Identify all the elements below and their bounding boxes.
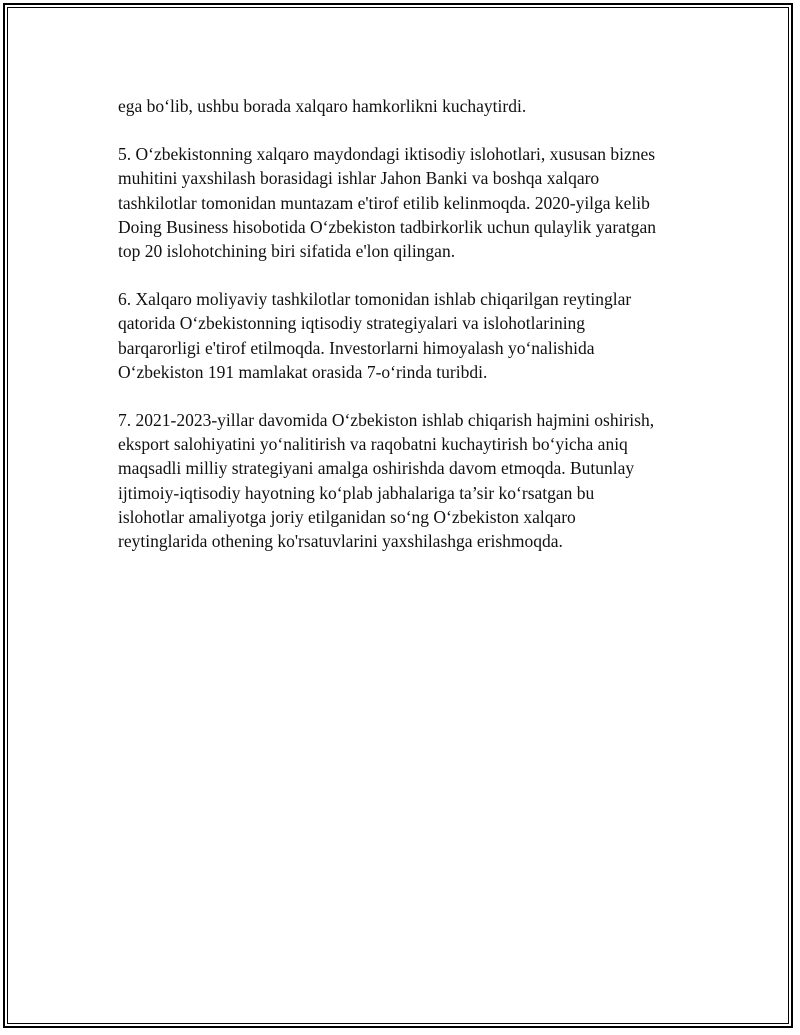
document-body	[118, 94, 718, 577]
document-page	[3, 3, 793, 1028]
paragraph-5: 5. O‘zbekistonning xalqaro maydondagi iktisodiy islohotlari, xususan biznes muhitini yaxshilash borasidagi ishlar Jahon Banki va boshqa xalqaro tashkilotlar tomonidan muntazam e'tirof etilib kelinmoqda. 2020-yilga kelib Doing Business hisobotida O‘zbekiston tadbirkorlik uchun qulaylik yaratgan top 20 islohotchining biri sifatida e'lon qilingan.	[118, 144, 657, 262]
paragraph-continuation: ega bo‘lib, ushbu borada xalqaro hamkorlikni kuchaytirdi.	[118, 96, 527, 116]
paragraph-7: 7. 2021-2023-yillar davomida O‘zbekiston ishlab chiqarish hajmini oshirish, eksport salohiyatini yo‘nalitirish va raqobatni kuchaytirish bo‘yicha aniq maqsadli milliy strategiyani amalga oshirishda davom etmoqda. Butunlay ijtimoiy-iqtisodiy hayotning ko‘plab jabhalariga ta’sir ko‘rsatgan bu islohotlar amaliyotga joriy etilganidan so‘ng O‘zbekiston xalqaro reytinglarida othening ko'rsatuvlarini yaxshilashga erishmoqda.	[118, 410, 655, 552]
paragraph-6: 6. Xalqaro moliyaviy tashkilotlar tomonidan ishlab chiqarilgan reytinglar qatorida O‘zbekistonning iqtisodiy strategiyalari va islohotlarining barqarorligi e'tirof etilmoqda. Investorlarni himoyalash yo‘nalishida O‘zbekiston 191 mamlakat orasida 7-o‘rinda turibdi.	[118, 289, 632, 382]
